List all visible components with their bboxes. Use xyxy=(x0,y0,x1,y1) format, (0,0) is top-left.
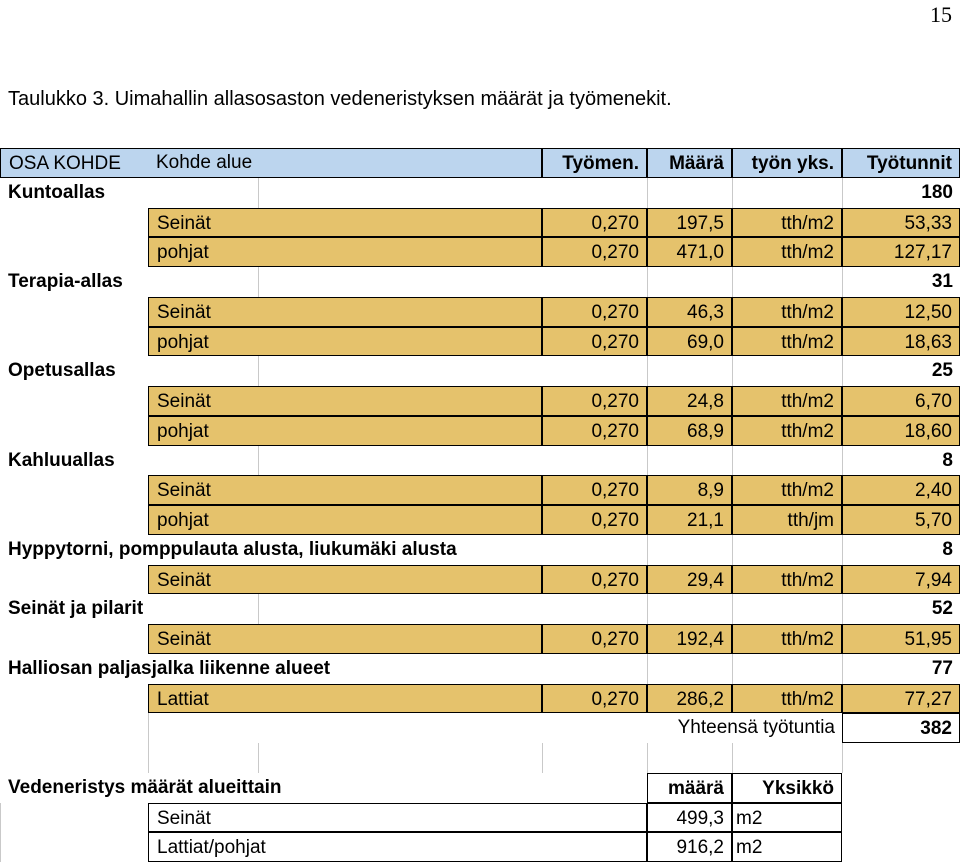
group-total: 8 xyxy=(942,449,953,471)
header-osa-kohde: OSA KOHDE xyxy=(0,148,542,178)
detail-tyotunnit: 6,70 xyxy=(842,386,960,416)
grid-line xyxy=(732,535,733,565)
summary-yksikko: m2 xyxy=(732,803,842,833)
detail-maara: 68,9 xyxy=(647,416,732,446)
detail-tyomen: 0,270 xyxy=(542,327,647,357)
group-total: 52 xyxy=(931,598,953,620)
grid-line xyxy=(732,594,733,624)
detail-row xyxy=(0,505,960,535)
grid-line xyxy=(647,743,648,773)
detail-tyon-yks: tth/m2 xyxy=(732,416,842,446)
grid-line xyxy=(148,713,542,743)
detail-tyomen: 0,270 xyxy=(542,297,647,327)
group-name: Seinät ja pilarit xyxy=(8,598,144,620)
detail-row xyxy=(0,386,960,416)
summary-maara: 499,3 xyxy=(647,803,732,833)
page-number: 15 xyxy=(930,2,952,27)
grid-line xyxy=(258,743,259,773)
detail-tyomen: 0,270 xyxy=(542,416,647,446)
detail-tyon-yks: tth/m2 xyxy=(732,386,842,416)
detail-tyon-yks: tth/m2 xyxy=(732,475,842,505)
detail-maara: 8,9 xyxy=(647,475,732,505)
summary-label: Seinät xyxy=(148,803,647,833)
detail-tyon-yks: tth/m2 xyxy=(732,565,842,595)
summary-maara: 916,2 xyxy=(647,832,732,862)
detail-row xyxy=(0,327,960,357)
grid-line xyxy=(148,743,149,773)
detail-row xyxy=(0,208,960,238)
detail-tyotunnit: 127,17 xyxy=(842,237,960,267)
detail-tyomen: 0,270 xyxy=(542,208,647,238)
detail-row xyxy=(0,565,960,595)
grid-line xyxy=(732,446,733,476)
grid-line xyxy=(732,356,733,386)
group-name: Terapia-allas xyxy=(8,271,123,292)
detail-tyotunnit: 53,33 xyxy=(842,208,960,238)
group-name: Hyppytorni, pomppulauta alusta, liukumäki alusta xyxy=(8,538,457,560)
group-name: Halliosan paljasjalka liikenne alueet xyxy=(8,657,331,679)
group-name: Kuntoallas xyxy=(8,181,106,203)
group-name: Opetusallas xyxy=(8,360,116,382)
detail-alue: pohjat xyxy=(148,327,542,357)
grid-line xyxy=(0,832,148,862)
group-total: 77 xyxy=(931,657,953,679)
total-label: Yhteensä työtuntia xyxy=(677,717,835,739)
detail-maara: 46,3 xyxy=(647,297,732,327)
detail-tyon-yks: tth/m2 xyxy=(732,684,842,714)
group-row xyxy=(0,178,960,208)
summary-row xyxy=(0,803,960,833)
detail-maara: 29,4 xyxy=(647,565,732,595)
grid-line xyxy=(647,654,648,684)
detail-row xyxy=(0,416,960,446)
detail-tyotunnit: 51,95 xyxy=(842,624,960,654)
detail-maara: 471,0 xyxy=(647,237,732,267)
detail-alue: pohjat xyxy=(148,237,542,267)
detail-tyotunnit: 7,94 xyxy=(842,565,960,595)
detail-row xyxy=(0,624,960,654)
group-row xyxy=(0,654,960,684)
detail-tyon-yks: tth/m2 xyxy=(732,237,842,267)
summary-yksikko: m2 xyxy=(732,832,842,862)
detail-tyotunnit: 77,27 xyxy=(842,684,960,714)
detail-tyon-yks: tth/m2 xyxy=(732,208,842,238)
detail-alue: Seinät xyxy=(148,386,542,416)
detail-alue: Seinät xyxy=(148,297,542,327)
detail-alue: Seinät xyxy=(148,208,542,238)
detail-alue: pohjat xyxy=(148,416,542,446)
group-name: Kahluuallas xyxy=(8,449,115,471)
detail-tyomen: 0,270 xyxy=(542,386,647,416)
group-row xyxy=(0,446,960,476)
grid-line xyxy=(842,743,843,773)
group-row xyxy=(0,356,960,386)
work-hours-table xyxy=(0,148,960,862)
empty-row xyxy=(0,743,960,773)
summary-col-yksikko: Yksikkö xyxy=(732,773,842,803)
grid-line xyxy=(647,446,648,476)
detail-tyomen: 0,270 xyxy=(542,565,647,595)
grid-line xyxy=(542,743,543,773)
summary-row xyxy=(0,832,960,862)
detail-alue: pohjat xyxy=(148,505,542,535)
table-caption: Taulukko 3. Uimahallin allasosaston vedeneristyksen määrät ja työmenekit. xyxy=(8,88,672,110)
detail-maara: 192,4 xyxy=(647,624,732,654)
group-total: 31 xyxy=(931,271,953,292)
detail-maara: 286,2 xyxy=(647,684,732,714)
total-value: 382 xyxy=(842,713,960,743)
detail-alue: Seinät xyxy=(148,475,542,505)
group-row xyxy=(0,267,960,297)
detail-tyomen: 0,270 xyxy=(542,505,647,535)
detail-row xyxy=(0,684,960,714)
detail-tyomen: 0,270 xyxy=(542,475,647,505)
group-total: 8 xyxy=(942,538,953,560)
detail-tyomen: 0,270 xyxy=(542,684,647,714)
header-maara: Määrä xyxy=(647,148,732,178)
detail-row xyxy=(0,297,960,327)
detail-tyon-yks: tth/m2 xyxy=(732,297,842,327)
detail-tyomen: 0,270 xyxy=(542,624,647,654)
detail-maara: 21,1 xyxy=(647,505,732,535)
detail-tyotunnit: 2,40 xyxy=(842,475,960,505)
detail-tyon-yks: tth/jm xyxy=(732,505,842,535)
group-total: 25 xyxy=(931,360,953,382)
grid-line xyxy=(0,803,148,833)
detail-alue: Seinät xyxy=(148,624,542,654)
grid-line xyxy=(732,178,733,208)
detail-row xyxy=(0,475,960,505)
detail-tyotunnit: 5,70 xyxy=(842,505,960,535)
group-row xyxy=(0,594,960,624)
header-kohde-alue: Kohde alue xyxy=(156,152,253,173)
grid-line xyxy=(647,267,648,297)
detail-tyotunnit: 18,63 xyxy=(842,327,960,357)
grid-line xyxy=(647,535,648,565)
detail-maara: 69,0 xyxy=(647,327,732,357)
grid-line xyxy=(647,594,648,624)
detail-row xyxy=(0,237,960,267)
total-row xyxy=(0,713,960,743)
detail-maara: 24,8 xyxy=(647,386,732,416)
detail-maara: 197,5 xyxy=(647,208,732,238)
grid-line xyxy=(732,743,733,773)
header-tyomen: Työmen. xyxy=(542,148,647,178)
detail-tyon-yks: tth/m2 xyxy=(732,327,842,357)
summary-header-row xyxy=(0,773,960,803)
table-header-row xyxy=(0,148,960,178)
detail-tyomen: 0,270 xyxy=(542,237,647,267)
header-tyon-yks: työn yks. xyxy=(732,148,842,178)
detail-tyon-yks: tth/m2 xyxy=(732,624,842,654)
summary-label: Lattiat/pohjat xyxy=(148,832,647,862)
grid-line xyxy=(732,267,733,297)
summary-title: Vedeneristys määrät alueittain xyxy=(8,776,282,798)
grid-line xyxy=(647,178,648,208)
group-total: 180 xyxy=(921,181,953,203)
detail-alue: Lattiat xyxy=(148,684,542,714)
header-tyotunnit: Työtunnit xyxy=(842,148,960,178)
detail-tyotunnit: 18,60 xyxy=(842,416,960,446)
detail-alue: Seinät xyxy=(148,565,542,595)
grid-line xyxy=(732,654,733,684)
group-row xyxy=(0,535,960,565)
grid-line xyxy=(647,356,648,386)
summary-col-maara: määrä xyxy=(647,773,732,803)
detail-tyotunnit: 12,50 xyxy=(842,297,960,327)
